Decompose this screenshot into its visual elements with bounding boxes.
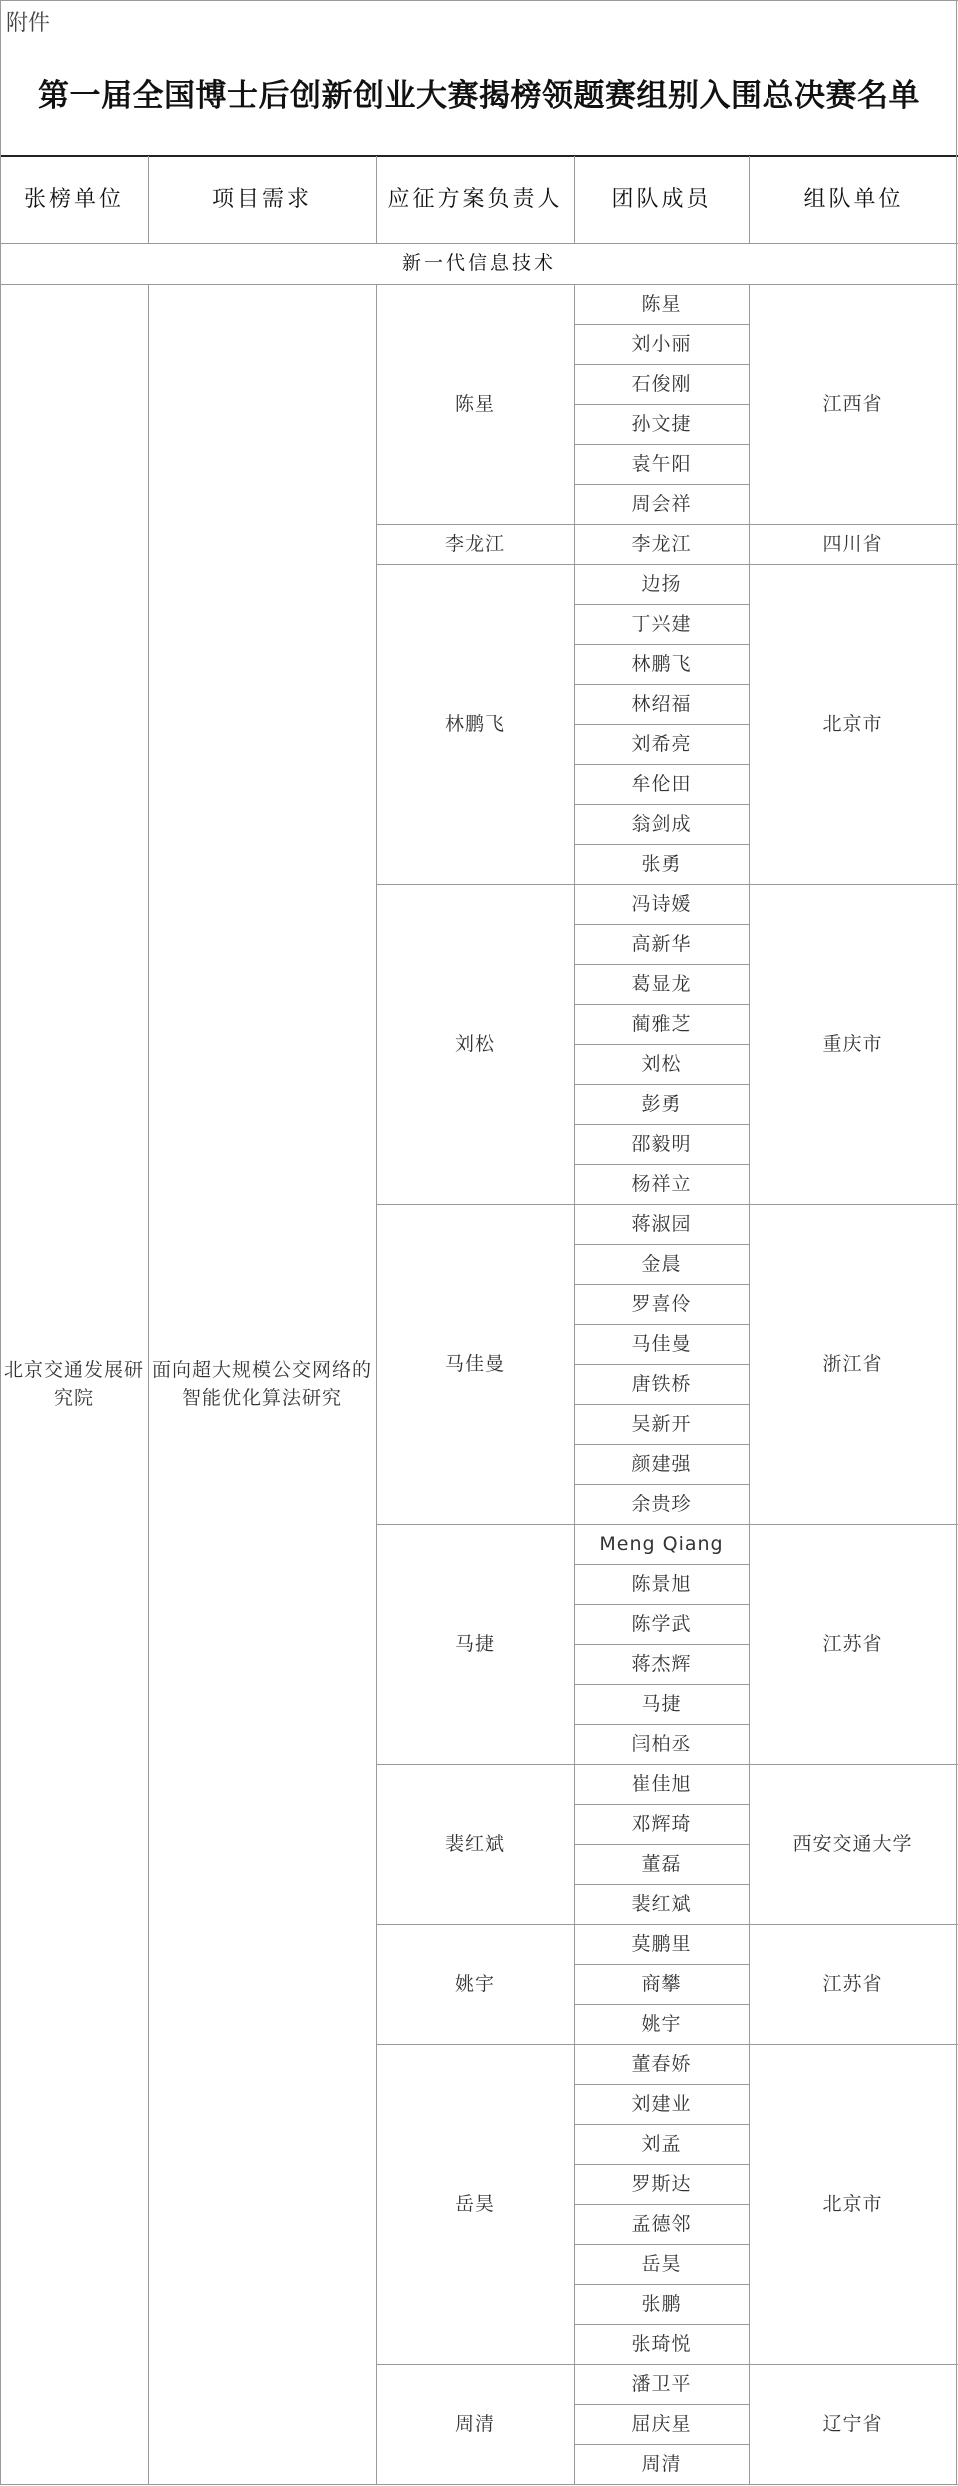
grid-line <box>574 644 749 645</box>
team-member: 林鹏飞 <box>631 652 692 675</box>
grid-line <box>574 2004 749 2005</box>
grid-line <box>574 1604 749 1605</box>
grid-line <box>376 2484 958 2485</box>
team-member: 商攀 <box>641 1972 682 1995</box>
team-member: 莫鹏里 <box>631 1932 692 1955</box>
team-leader: 马捷 <box>454 1632 495 1655</box>
team-member: 陈学武 <box>631 1612 692 1635</box>
team-member: 刘小丽 <box>631 332 692 355</box>
project-requirement: 面向超大规模公交网络的智能优化算法研究 <box>152 1358 373 1409</box>
team-member: 崔佳旭 <box>631 1772 692 1795</box>
grid-line <box>574 1044 749 1045</box>
team-member: 罗斯达 <box>631 2172 692 2195</box>
team-member: 边扬 <box>641 572 682 595</box>
team-leader: 刘松 <box>454 1032 495 1055</box>
team-member: 罗喜伶 <box>631 1292 692 1315</box>
grid-line <box>574 444 749 445</box>
team-member: 张勇 <box>641 852 682 875</box>
team-member: 岳昊 <box>641 2252 682 2275</box>
grid-line <box>574 2284 749 2285</box>
team-leader: 岳昊 <box>454 2192 495 2215</box>
team-member: 牟伦田 <box>631 772 692 795</box>
grid-line <box>956 0 957 2484</box>
grid-line <box>574 1684 749 1685</box>
team-member: 李龙江 <box>631 532 692 555</box>
grid-line <box>574 1444 749 1445</box>
team-leader: 周清 <box>454 2412 495 2435</box>
team-member: 马捷 <box>641 1692 682 1715</box>
team-member: 姚宇 <box>641 2012 682 2035</box>
grid-line <box>574 364 749 365</box>
team-unit: 北京市 <box>822 2192 883 2215</box>
team-leader: 林鹏飞 <box>444 712 505 735</box>
team-member: 葛显龙 <box>631 972 692 995</box>
team-member: 刘孟 <box>641 2132 682 2155</box>
team-member: 冯诗媛 <box>631 892 692 915</box>
grid-line <box>574 2084 749 2085</box>
grid-line <box>0 2484 376 2485</box>
grid-line <box>574 1884 749 1885</box>
team-member: 唐铁桥 <box>631 1372 692 1395</box>
team-leader: 陈星 <box>454 392 495 415</box>
grid-line <box>574 2164 749 2165</box>
team-unit: 辽宁省 <box>822 2412 883 2435</box>
grid-line <box>574 2124 749 2125</box>
grid-line <box>0 0 958 1</box>
team-unit: 重庆市 <box>822 1032 883 1055</box>
column-header: 团队成员 <box>611 187 712 212</box>
column-header: 项目需求 <box>211 187 312 212</box>
grid-line <box>574 684 749 685</box>
team-member: 石俊刚 <box>631 372 692 395</box>
grid-line <box>574 1564 749 1565</box>
grid-line <box>574 1484 749 1485</box>
team-member: 陈景旭 <box>631 1572 692 1595</box>
team-unit: 浙江省 <box>822 1352 883 1375</box>
grid-line <box>574 324 749 325</box>
grid-line <box>574 1804 749 1805</box>
grid-line <box>574 1244 749 1245</box>
team-member: 蔺雅芝 <box>631 1012 692 1035</box>
team-member: 潘卫平 <box>631 2372 692 2395</box>
team-leader: 马佳曼 <box>444 1352 505 1375</box>
grid-line <box>574 844 749 845</box>
grid-line <box>574 1284 749 1285</box>
column-header: 张榜单位 <box>23 187 124 212</box>
grid-line <box>574 1084 749 1085</box>
grid-line <box>574 2444 749 2445</box>
team-member: 金晨 <box>641 1252 682 1275</box>
team-leader: 姚宇 <box>454 1972 495 1995</box>
document-title: 第一届全国博士后创新创业大赛揭榜领题赛组别入围总决赛名单 <box>38 78 920 114</box>
team-member: 陈星 <box>641 292 682 315</box>
grid-line <box>574 604 749 605</box>
team-member: 孟德邻 <box>631 2212 692 2235</box>
team-member: 吴新开 <box>631 1412 692 1435</box>
team-member: 翁剑成 <box>631 812 692 835</box>
team-member: 孙文捷 <box>631 412 692 435</box>
team-member: 高新华 <box>631 932 692 955</box>
team-member: 袁午阳 <box>631 452 692 475</box>
grid-line <box>574 1124 749 1125</box>
grid-line <box>574 1324 749 1325</box>
team-unit: 西安交通大学 <box>792 1832 913 1855</box>
team-member: 张鹏 <box>641 2292 682 2315</box>
grid-line <box>574 1364 749 1365</box>
grid-line <box>574 964 749 965</box>
team-member: 周会祥 <box>631 492 692 515</box>
team-member: 颜建强 <box>631 1452 692 1475</box>
grid-line <box>574 2324 749 2325</box>
grid-line <box>574 1724 749 1725</box>
grid-line <box>574 2244 749 2245</box>
posting-unit: 北京交通发展研究院 <box>4 1358 145 1409</box>
team-member: 丁兴建 <box>631 612 692 635</box>
grid-line <box>574 924 749 925</box>
team-member: 闫柏丞 <box>631 1732 692 1755</box>
team-unit: 四川省 <box>822 532 883 555</box>
category-row: 新一代信息技术 <box>401 252 556 275</box>
team-member: 董春娇 <box>631 2052 692 2075</box>
team-unit: 北京市 <box>822 712 883 735</box>
grid-line <box>574 724 749 725</box>
team-member: 林绍福 <box>631 692 692 715</box>
column-header: 应征方案负责人 <box>387 187 563 212</box>
team-member: 彭勇 <box>641 1092 682 1115</box>
grid-line <box>574 804 749 805</box>
grid-line <box>574 2204 749 2205</box>
team-member: 刘建业 <box>631 2092 692 2115</box>
grid-line <box>574 1404 749 1405</box>
grid-line <box>574 764 749 765</box>
team-unit: 江西省 <box>822 392 883 415</box>
team-member: 刘希亮 <box>631 732 692 755</box>
team-member: 马佳曼 <box>631 1332 692 1355</box>
grid-line <box>574 1004 749 1005</box>
team-member: 杨祥立 <box>631 1172 692 1195</box>
grid-line <box>574 1844 749 1845</box>
team-member: 刘松 <box>641 1052 682 1075</box>
team-member: 余贵珍 <box>631 1492 692 1515</box>
team-member: 周清 <box>641 2452 682 2475</box>
team-member: 邓辉琦 <box>631 1812 692 1835</box>
grid-line <box>574 484 749 485</box>
attachment-label: 附件 <box>6 11 51 36</box>
team-member: 董磊 <box>641 1852 682 1875</box>
team-member: 裴红斌 <box>631 1892 692 1915</box>
grid-line <box>574 1164 749 1165</box>
team-member: 邵毅明 <box>631 1132 692 1155</box>
grid-line <box>574 404 749 405</box>
grid-line <box>574 1964 749 1965</box>
grid-line <box>574 1644 749 1645</box>
team-unit: 江苏省 <box>822 1972 883 1995</box>
team-member: 张琦悦 <box>631 2332 692 2355</box>
team-unit: 江苏省 <box>822 1632 883 1655</box>
team-leader: 李龙江 <box>444 532 505 555</box>
grid-line <box>574 2404 749 2405</box>
column-header: 组队单位 <box>803 187 904 212</box>
team-leader: 裴红斌 <box>444 1832 505 1855</box>
team-member: 屈庆星 <box>631 2412 692 2435</box>
team-member: Meng Qiang <box>599 1532 724 1555</box>
team-member: 蒋淑园 <box>631 1212 692 1235</box>
team-member: 蒋杰辉 <box>631 1652 692 1675</box>
